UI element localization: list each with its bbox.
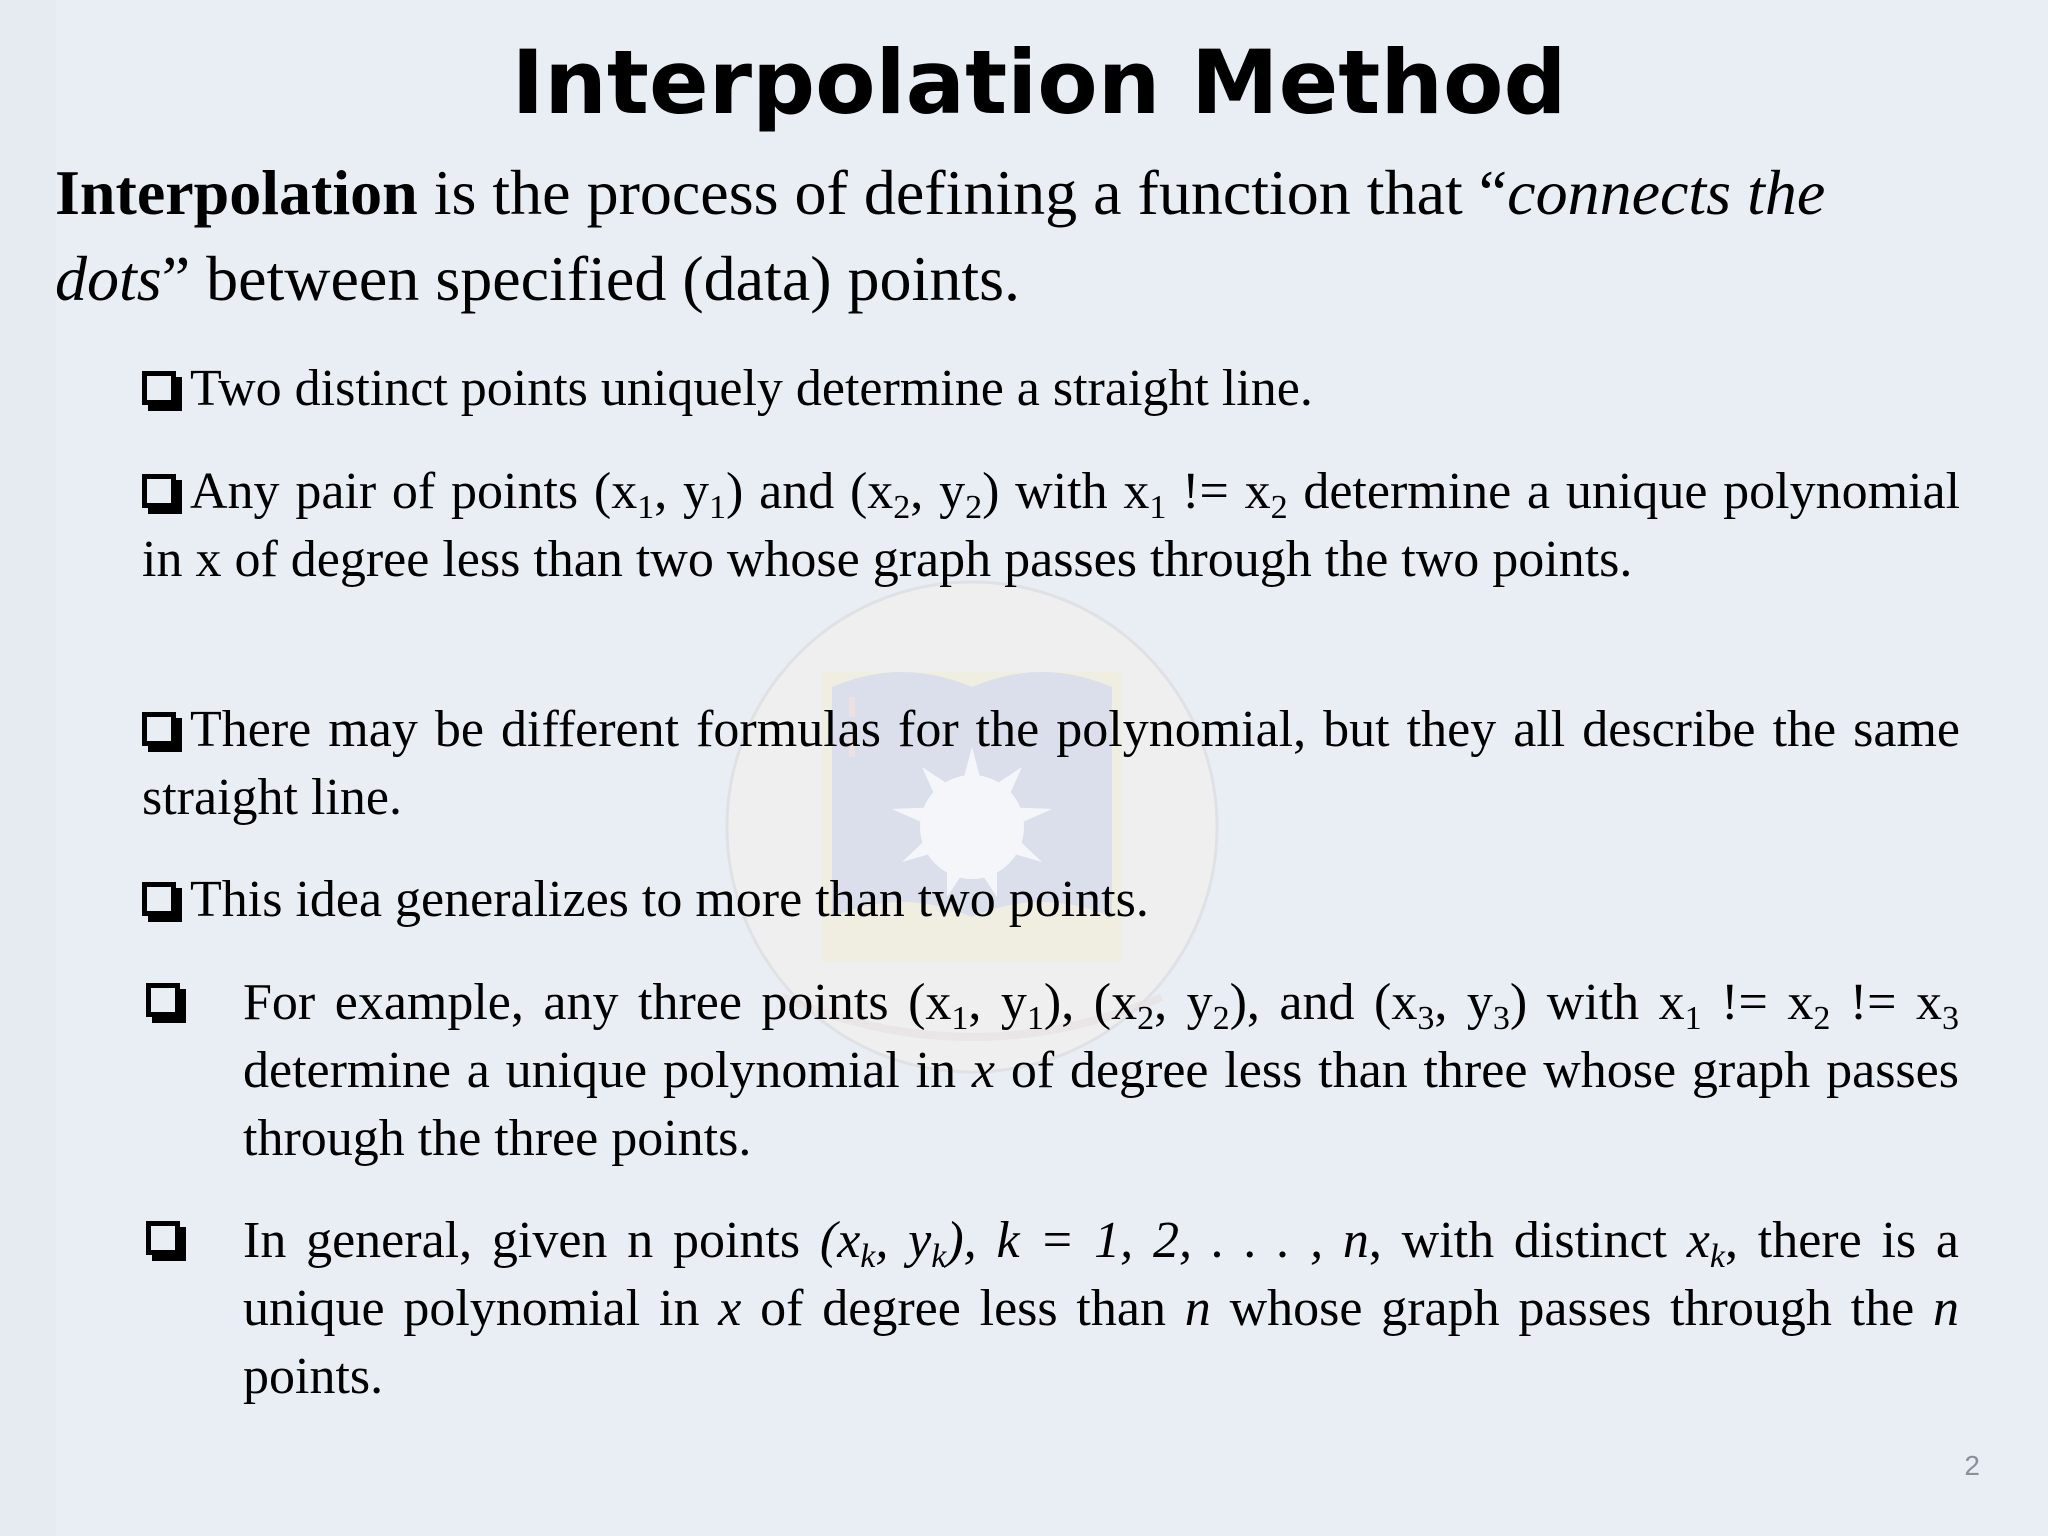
bullet-text: This idea generalizes to more than two points. [190,871,1149,928]
bullet-text: For example, any three points (x [243,974,952,1031]
bullet-text: != x [1830,974,1942,1031]
bullet-text: of degree less than [741,1280,1185,1337]
bullet-text-italic: n [1184,1280,1211,1337]
bullet-text: ) with x [982,463,1150,520]
intro-text-end: ” between specified (data) points. [161,243,1020,314]
bullet-text-italic: (x [819,1212,861,1269]
intro-term: Interpolation [55,157,418,228]
bullet-item [243,969,1959,1173]
subscript: 1 [1684,1000,1702,1037]
checkbox-bullet-icon [142,474,176,508]
bullet-text: In general, given n points [243,1212,820,1269]
subscript: 2 [965,489,983,526]
subscript: k [860,1238,876,1275]
bullet-text-italic: n [1933,1280,1959,1337]
bullet-item [142,458,1960,594]
bullet-item [243,1207,1959,1411]
bullet-text: , y [910,463,966,520]
subscript: 2 [893,489,911,526]
bullet-text: , with distinct [1368,1212,1687,1269]
subscript: 2 [1212,1000,1230,1037]
bullet-text: , y [968,974,1027,1031]
checkbox-bullet-icon [146,983,180,1017]
bullet-text: , y [654,463,710,520]
bullet-text: Two distinct points uniquely determine a straight line. [190,360,1313,417]
bullet-text-italic: ), k = 1, 2, . . . , n [946,1212,1369,1269]
subscript: k [1709,1238,1725,1275]
subscript: 3 [1417,1000,1435,1037]
bullet-text-italic: x [971,1042,995,1099]
bullet-text-italic: x [1686,1212,1710,1269]
slide-title: Interpolation Method [511,31,1567,134]
bullet-text-italic: , y [875,1212,932,1269]
slide-margin [0,0,56,1536]
subscript: 1 [637,489,655,526]
subscript: 1 [709,489,727,526]
bullet-text: , y [1154,974,1213,1031]
bullet-text: ), (x [1043,974,1138,1031]
subscript: 3 [1942,1000,1959,1037]
bullet-text-italic: x [718,1280,742,1337]
checkbox-bullet-icon [142,371,176,405]
bullet-text: determine a unique polynomial in [243,1042,972,1099]
bullet-text: of degree less than three whose graph passes through the three points. [243,1042,1959,1167]
checkbox-bullet-icon [146,1221,180,1255]
intro-text: is the process of defining a function that “ [417,157,1508,228]
subscript: 1 [951,1000,969,1037]
subscript: 3 [1492,1000,1510,1037]
bullet-text: whose graph passes through the [1210,1280,1933,1337]
subscript: 2 [1813,1000,1831,1037]
bullet-text: points. [243,1348,384,1405]
bullet-item [142,696,1960,832]
intro-paragraph [55,150,2005,322]
bullet-text: ), and (x [1229,974,1418,1031]
intro-quote: connects the [1507,157,1826,228]
checkbox-bullet-icon [142,712,176,746]
bullet-text: Any pair of points (x [190,463,638,520]
bullet-text: ) and (x [726,463,894,520]
subscript: 2 [1270,489,1288,526]
intro-quote-cont: dots [55,243,162,314]
bullet-text: ) with x [1509,974,1685,1031]
bullet-item [142,866,1960,934]
subscript: 1 [1149,489,1167,526]
bullet-text: != x [1166,463,1271,520]
checkbox-bullet-icon [142,882,176,916]
subscript: 1 [1026,1000,1044,1037]
bullet-text: There may be different formulas for the polynomial, but they all describe the same straight line. [142,701,1960,826]
subscript: k [931,1238,947,1275]
bullet-item [142,355,1962,423]
bullet-text: determine a unique polynomial in x of degree less than two whose graph passes through the two points. [142,463,1961,588]
bullet-text: , y [1434,974,1493,1031]
subscript: 2 [1137,1000,1155,1037]
bullet-text: , there is a unique polynomial in [243,1212,1959,1337]
page-number: 2 [1964,1450,1980,1481]
bullet-text: != x [1701,974,1814,1031]
